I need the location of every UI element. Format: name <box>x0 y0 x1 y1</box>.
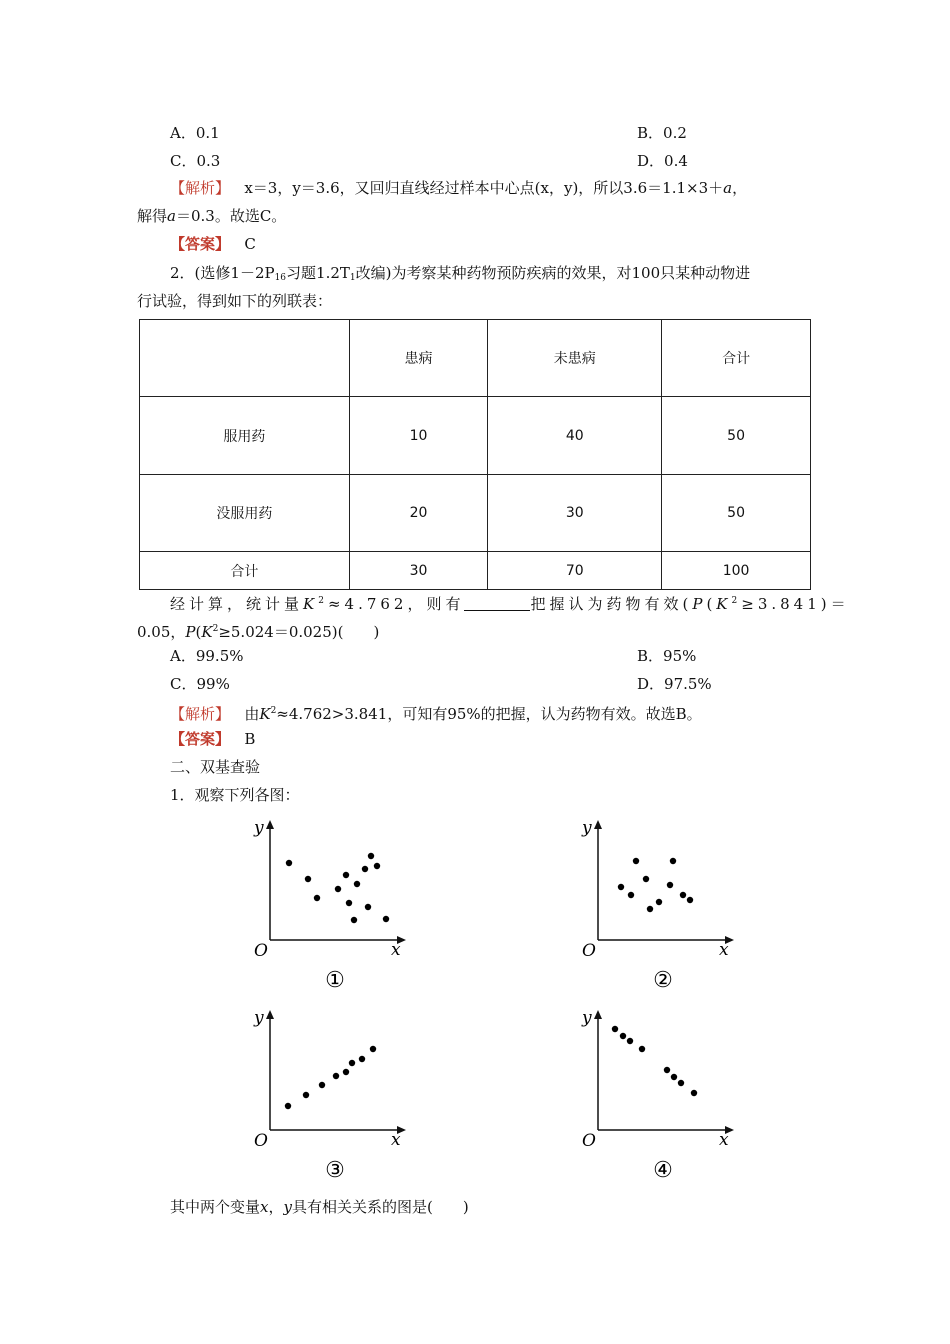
analysis-line: 【解析】 x＝3，y＝3.6，又回归直线经过样本中心点(x，y)，所以3.6＝1.1×3＋a， <box>170 179 748 197</box>
origin-label: O <box>582 1131 596 1151</box>
answer-line <box>170 234 256 254</box>
data-point <box>612 1026 618 1032</box>
scatter-plot-1 <box>245 815 425 995</box>
question-2-stem: 2．(选修$1-2P_{16}$习题$1.2T_1$改编)为考察某种药物预防疾病的效果，对100只某种动物进 <box>170 264 751 283</box>
data-point <box>620 1033 626 1039</box>
contingency-table <box>139 319 811 590</box>
option-d: D．97.5% <box>637 675 712 693</box>
analysis-tag: 【解析】 <box>170 179 231 197</box>
table-cell: 40 <box>488 397 662 475</box>
final-question: 其中两个变量x，y具有相关关系的图是( ) <box>170 1198 469 1216</box>
data-point <box>678 1080 684 1086</box>
table-cell <box>140 320 350 397</box>
data-point <box>343 872 349 878</box>
data-point <box>383 916 389 922</box>
scatter-plot-3 <box>245 1005 425 1185</box>
table-header-cell: 合计 <box>662 320 811 397</box>
option-a: A．99.5% <box>170 647 244 665</box>
figure-number: ④ <box>653 1158 673 1183</box>
table-row <box>140 397 811 475</box>
y-axis-label: y <box>254 1008 264 1028</box>
table-cell: 100 <box>662 552 811 590</box>
data-point <box>643 876 649 882</box>
origin-label: O <box>254 941 268 961</box>
analysis-line: 【解析】 由$K^2\approx 4.762>3.841$，可知有95%的把握，认为药物有效。故选B。 <box>170 705 702 723</box>
data-point <box>305 876 311 882</box>
data-point <box>671 1074 677 1080</box>
data-point <box>670 858 676 864</box>
data-point <box>639 1046 645 1052</box>
figure-number: ② <box>653 968 673 993</box>
table-row <box>140 552 811 590</box>
table-cell: 合计 <box>140 552 350 590</box>
y-arrow <box>266 820 274 829</box>
y-axis-label: y <box>582 818 592 838</box>
answer-tag: 【答案】 <box>170 235 231 253</box>
data-point <box>374 863 380 869</box>
table-header-row <box>140 320 811 397</box>
data-point <box>618 884 624 890</box>
calc-line: 经计算，统计量$K^2\approx 4.762$，则有 把握认为药物有效($P(K^2\ge 3.841)=$ <box>170 595 850 613</box>
data-point <box>368 853 374 859</box>
y-axis-label: y <box>582 1008 592 1028</box>
answer-value: C <box>244 235 256 253</box>
x-axis-label: x <box>391 1130 401 1150</box>
data-point <box>647 906 653 912</box>
table-cell: 服用药 <box>140 397 350 475</box>
table-cell: 20 <box>349 475 488 552</box>
data-point <box>628 892 634 898</box>
data-point <box>664 1067 670 1073</box>
data-point <box>335 886 341 892</box>
option-a: A．0.1 <box>170 124 220 142</box>
answer-tag: 【答案】 <box>170 730 231 748</box>
question-stem: 1．观察下列各图： <box>170 786 300 804</box>
y-arrow <box>594 1010 602 1019</box>
data-point <box>333 1073 339 1079</box>
option-b: B．95% <box>637 647 697 665</box>
answer-value: B <box>244 730 256 748</box>
table-cell: 30 <box>488 475 662 552</box>
option-b: B．0.2 <box>637 124 687 142</box>
data-point <box>319 1082 325 1088</box>
x-axis-label: x <box>391 940 401 960</box>
data-point <box>354 881 360 887</box>
table-row <box>140 475 811 552</box>
section-title: 二、双基查验 <box>170 758 261 776</box>
data-point <box>370 1046 376 1052</box>
table-cell: 10 <box>349 397 488 475</box>
scatter-plot-2 <box>573 815 753 995</box>
table-cell: 30 <box>349 552 488 590</box>
data-point <box>656 899 662 905</box>
answer-blank <box>464 596 530 611</box>
data-point <box>362 866 368 872</box>
data-point <box>667 882 673 888</box>
data-point <box>343 1069 349 1075</box>
table-header-cell: 未患病 <box>488 320 662 397</box>
y-arrow <box>266 1010 274 1019</box>
analysis-tag: 【解析】 <box>170 705 231 723</box>
table-cell: 没服用药 <box>140 475 350 552</box>
data-point <box>365 904 371 910</box>
origin-label: O <box>582 941 596 961</box>
data-point <box>627 1038 633 1044</box>
x-axis-label: x <box>719 940 729 960</box>
table-header-cell: 患病 <box>349 320 488 397</box>
option-d: D．0.4 <box>637 152 688 170</box>
data-point <box>633 858 639 864</box>
data-point <box>687 897 693 903</box>
table-cell: 70 <box>488 552 662 590</box>
answer-line <box>170 729 255 749</box>
y-axis-label: y <box>254 818 264 838</box>
table-cell: 50 <box>662 475 811 552</box>
origin-label: O <box>254 1131 268 1151</box>
figure-number: ③ <box>325 1158 345 1183</box>
data-point <box>349 1060 355 1066</box>
data-point <box>351 917 357 923</box>
data-point <box>680 892 686 898</box>
data-point <box>359 1056 365 1062</box>
option-c: C．99% <box>170 675 230 693</box>
data-point <box>314 895 320 901</box>
data-point <box>303 1092 309 1098</box>
y-arrow <box>594 820 602 829</box>
table-cell: 50 <box>662 397 811 475</box>
analysis-text: x＝3，y＝3.6，又回归直线经过样本中心点(x，y)，所以3.6＝1.1×3＋ <box>244 179 724 197</box>
data-point <box>691 1090 697 1096</box>
analysis-line-2: 解得a＝0.3。故选C。 <box>137 207 287 225</box>
data-point <box>285 1103 291 1109</box>
calc-line-2: 0.05，$P(K^2\ge 5.024=0.025)$( ) <box>137 623 380 641</box>
data-point <box>346 900 352 906</box>
scatter-plot-4 <box>573 1005 753 1185</box>
data-point <box>286 860 292 866</box>
x-axis-label: x <box>719 1130 729 1150</box>
question-2-stem-2: 行试验，得到如下的列联表： <box>137 292 333 310</box>
figure-number: ① <box>325 968 345 993</box>
option-c: C．0.3 <box>170 152 221 170</box>
